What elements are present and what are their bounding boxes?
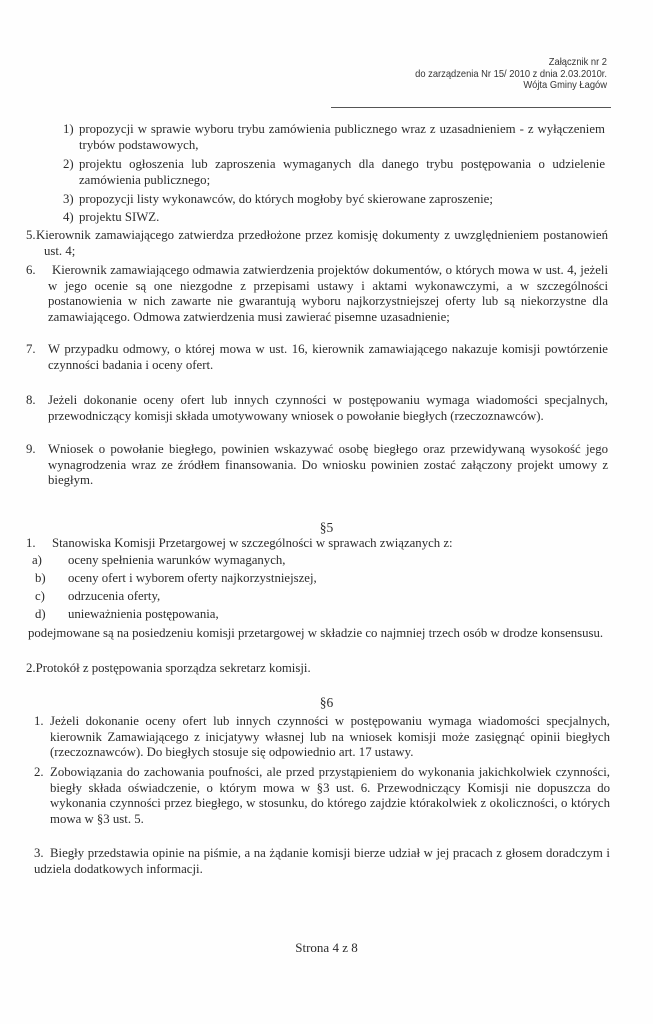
point-5-text: Kierownik zamawiającego zatwierdza przedłożone przez komisję dokumenty z uwzględnieniem postanowień ust. 4; [36,228,608,258]
section6-number: 3. [34,846,44,860]
section5-item: odrzucenia oferty, [68,589,161,603]
point-number: 9. [26,442,36,456]
section5-item-letter: b) [35,571,46,585]
header-attachment-number: Załącznik nr 2 [548,57,607,68]
sublist-number: 2) [63,157,74,171]
section5-p2: 2.Protokół z postępowania sporządza sekretarz komisji. [26,661,311,675]
point-number: 8. [26,393,36,407]
section6-item-3: Biegły przedstawia opinie na piśmie, a na żądanie komisji bierze udział w jej pracach z głosem doradczym i udziela dodatkowych informacji. [34,846,610,876]
point-8-text: Jeżeli dokonanie oceny ofert lub innych czynności w postępowaniu wymaga wiadomości specjalnych, przewodniczący komisji składa umotywowany wniosek o powołanie biegłych (rzeczoznawców). [48,393,608,423]
point-7-text: W przypadku odmowy, o której mowa w ust. 16, kierownik zamawiającego nakazuje komisji powtórzenie czynności badania i oceny ofert. [48,342,608,372]
point-number: 5. [26,228,36,242]
point-text [26,228,608,259]
section5-item: oceny ofert i wyborem oferty najkorzystniejszej, [68,571,317,585]
header-divider [331,107,611,108]
sublist-item: propozycji w sprawie wyboru trybu zamówienia publicznego wraz z uzasadnieniem - z wyłączeniem trybów podstawowych, [79,122,605,152]
header-ordinance-ref: do zarządzenia Nr 15/ 2010 z dnia 2.03.2010r. [415,68,607,80]
section6-item-2: Zobowiązania do zachowania poufności, ale przed przystąpieniem do wykonania jakichkolwiek czynności, biegły składa oświadczenie, o którym mowa w §3 ust. 6. Przewodniczący Komisji nie dopuszcza do wykonania czynności przez biegłego, w stosunku, do którego zajdzie którakolwiek z okoliczności, o których mowa w §3 ust. 5. [50,765,610,826]
section5-continuation: podejmowane są na posiedzeniu komisji przetargowej w składzie co najmniej trzech osób w drodze konsensusu. [28,626,604,640]
section5-item-letter: d) [35,607,46,621]
sublist-number: 4) [63,210,74,224]
point-6-text: Kierownik zamawiającego odmawia zatwierdzenia projektów dokumentów, o których mowa w ust. 4, jeżeli w jego ocenie są one niezgodne z przepisami ustawy i aktami wykonawczymi, a w szczególności postanowienia w nich zawarte nie gwarantują wyboru najkorzystniejszej oferty lub są niekorzystne dla zamawiającego. Odmowa zatwierdzenia musi zawierać pisemne uzasadnienie; [48,263,608,324]
section5-item-letter: a) [32,553,42,567]
section6-number: 2. [34,765,44,779]
point-number: 6. [26,263,36,277]
sublist-number: 3) [63,192,74,206]
section5-p1-text: Stanowiska Komisji Przetargowej w szczególności w sprawach związanych z: [52,536,453,550]
sublist-item: projektu ogłoszenia lub zaproszenia wymaganych dla danego trybu postępowania o udzielenie zamówienia publicznego; [79,157,605,187]
page-number: Strona 4 z 8 [295,940,358,955]
sublist-item: propozycji listy wykonawców, do których mogłoby być skierowane zaproszenie; [79,192,493,206]
section-5-heading: §5 [319,520,334,535]
sublist-item: projektu SIWZ. [79,210,160,224]
section5-item: oceny spełnienia warunków wymaganych, [68,553,286,567]
point-number: 7. [26,342,36,356]
section6-item-1: Jeżeli dokonanie oceny ofert lub innych czynności w postępowaniu wymaga wiadomości specjalnych, kierownik Zamawiającego z inicjatywy własnej lub na wniosek komisji może zasięgnąć opinii biegłych (rzeczoznawców). Do biegłych stosuje się odpowiednio art. 17 ustawy. [50,714,610,760]
section5-item: unieważnienia postępowania, [68,607,219,621]
point-9-text: Wniosek o powołanie biegłego, powinien wskazywać osobę biegłego oraz przewidywaną wysokość jego wynagrodzenia wraz ze źródłem finansowania. Do wniosku powinien zostać załączony projekt umowy z biegłym. [48,442,608,488]
sublist-number: 1) [63,122,74,136]
header-issuer: Wójta Gminy Łagów [523,80,607,91]
attachment-header [337,57,607,92]
section5-item-letter: c) [35,589,45,603]
section6-number: 1. [34,714,44,728]
section-6-heading: §6 [319,695,334,710]
section5-p1-number: 1. [26,536,36,550]
